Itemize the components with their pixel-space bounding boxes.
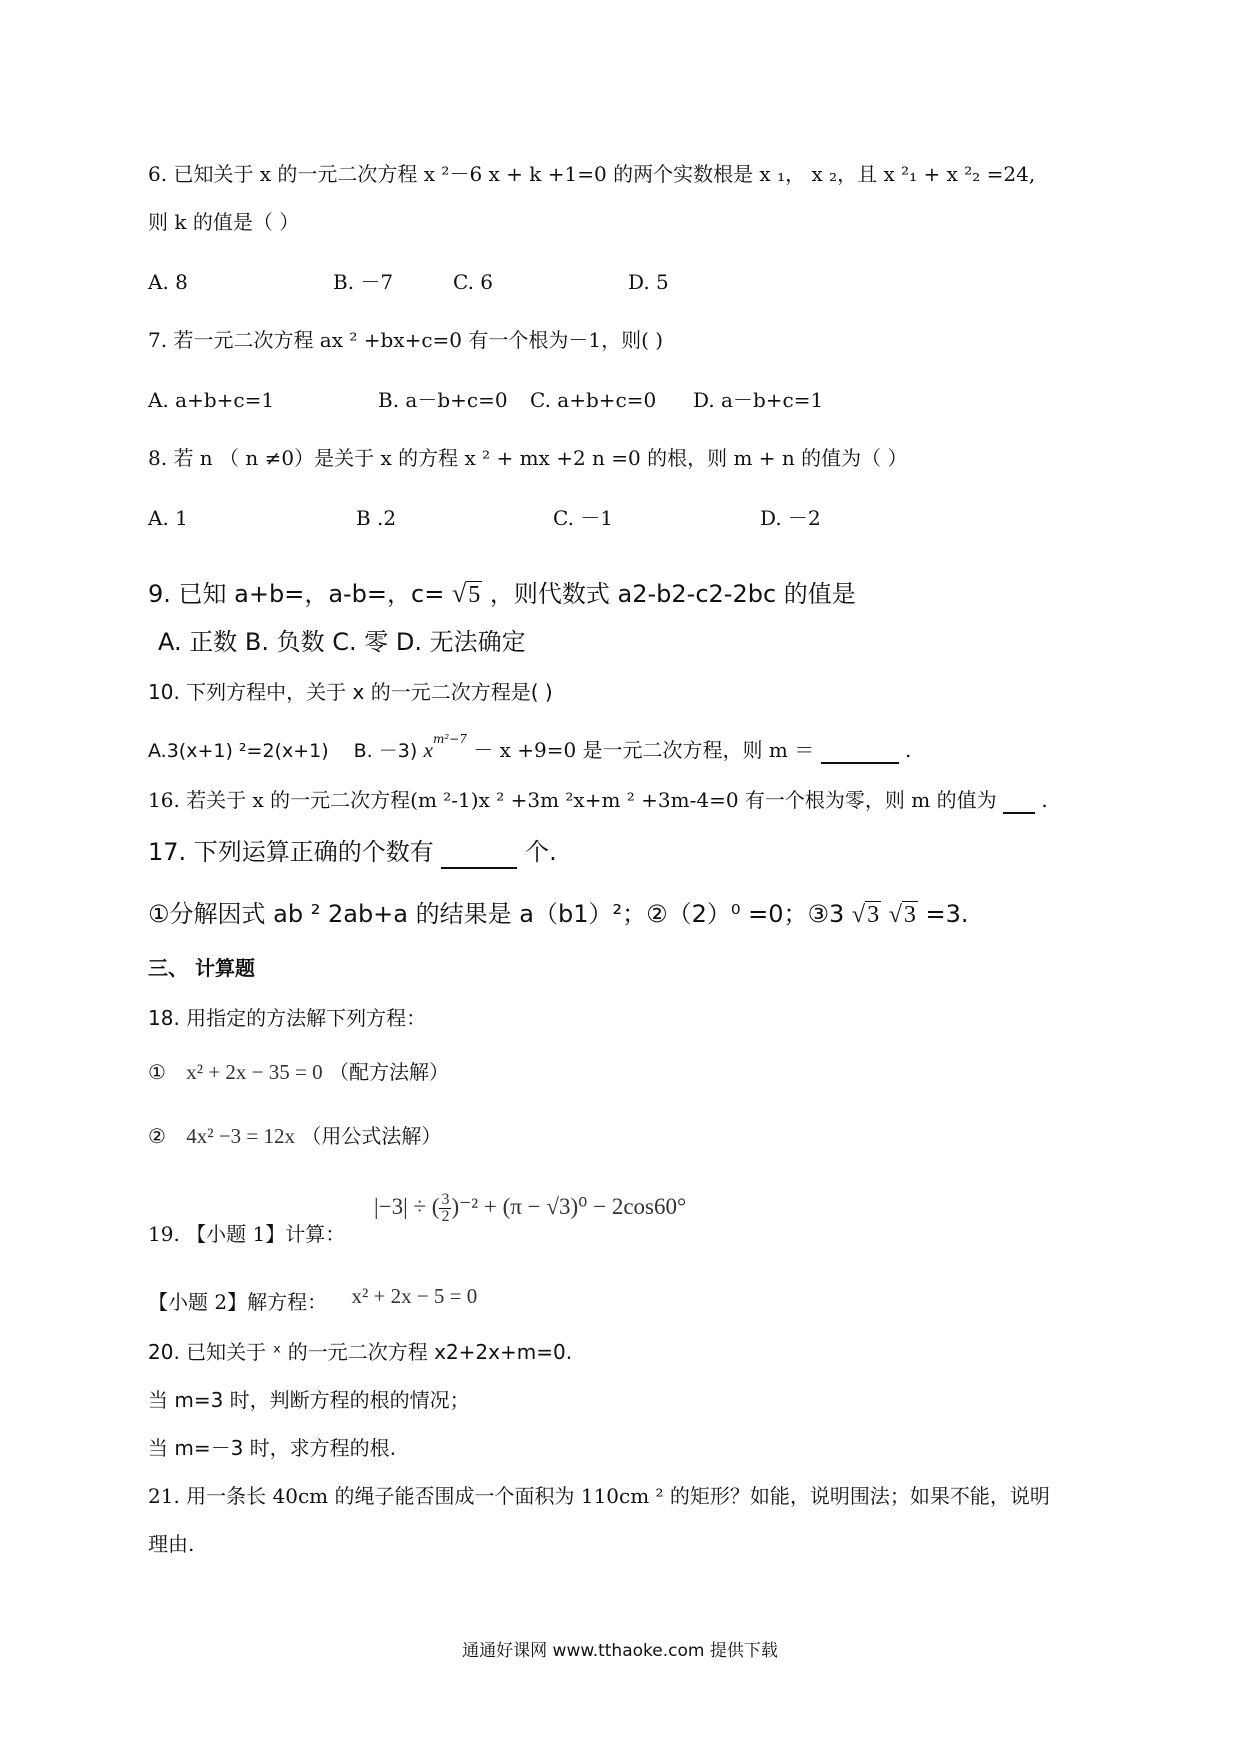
q7-option-d: D. a－b+c=1 bbox=[693, 388, 824, 412]
q9-stem-part-b: ，则代数式 a2-b2-c2-2bc 的值是 bbox=[489, 580, 856, 608]
q18-item-2 bbox=[148, 1124, 441, 1149]
q19-fraction-numerator: 3 bbox=[441, 1191, 450, 1208]
q16-line bbox=[148, 788, 1048, 814]
q19-expression-part-a: |−3| ÷ ( bbox=[374, 1193, 440, 1219]
sqrt-5: √5 bbox=[451, 579, 481, 608]
q19-sub2-equation: x² + 2x − 5 = 0 bbox=[351, 1284, 478, 1308]
q19-expression bbox=[374, 1192, 686, 1225]
q7-option-b: B. a－b+c=0 bbox=[378, 388, 508, 412]
q8-option-a: A. 1 bbox=[148, 506, 188, 530]
q10-line2-end: . bbox=[904, 738, 912, 762]
q10-line2-part-a: A.3(x+1) ²=2(x+1) B. －3) bbox=[148, 740, 418, 762]
sqrt-5-radicand: 5 bbox=[468, 582, 481, 608]
q7-option-a: A. a+b+c=1 bbox=[148, 388, 275, 412]
q18-item-2-note: （用公式法解） bbox=[301, 1124, 442, 1148]
q6-stem-line1: 6. 已知关于 x 的一元二次方程 x ²－6 x + k +1=0 的两个实数根是 x ₁， x ₂，且 x ²₁ + x ²₂ =24, bbox=[148, 162, 1036, 186]
q19-expression-part-b: )⁻² + (π − √3)⁰ − 2cos60° bbox=[451, 1193, 687, 1219]
q10-answer-blank bbox=[821, 738, 899, 764]
q17-end: 个. bbox=[525, 838, 557, 866]
q19-label: 19. 【小题 1】计算： bbox=[148, 1222, 346, 1246]
q19-sub2 bbox=[148, 1284, 478, 1315]
footer-download-notice: 通通好课网 www.tthaoke.com 提供下载 bbox=[462, 1641, 778, 1661]
q16-end: . bbox=[1041, 788, 1048, 812]
q19-fraction bbox=[439, 1192, 451, 1225]
q6-option-a: A. 8 bbox=[148, 270, 188, 294]
section-3-title: 三、 计算题 bbox=[148, 956, 255, 980]
q17-items-part-a: ①分解因式 ab ² 2ab+a 的结果是 a（b1）²；②（2）⁰ =0；③3 bbox=[148, 900, 845, 928]
q6-option-b: B. －7 bbox=[333, 270, 394, 294]
q20-stem: 20. 已知关于 ˣ 的一元二次方程 x2+2x+m=0. bbox=[148, 1340, 573, 1364]
q17-line bbox=[148, 838, 557, 869]
q8-option-c: C. －1 bbox=[553, 506, 614, 530]
q6-stem-line2: 则 k 的值是（ ） bbox=[148, 210, 300, 234]
q10-stem: 10. 下列方程中，关于 x 的一元二次方程是( ) bbox=[148, 680, 553, 704]
q19-fraction-denominator: 2 bbox=[441, 1208, 450, 1225]
sqrt-3-first-radicand: 3 bbox=[867, 902, 880, 928]
q16-stem: 16. 若关于 x 的一元二次方程(m ²-1)x ² +3m ²x+m ² +3m-4=0 有一个根为零，则 m 的值为 bbox=[148, 788, 997, 812]
q17-items-part-b: =3. bbox=[925, 900, 969, 928]
q17-answer-blank bbox=[441, 838, 517, 869]
sqrt-3-second-radicand: 3 bbox=[903, 902, 916, 928]
q18-item-1-num: ① bbox=[148, 1060, 166, 1084]
q18-item-2-num: ② bbox=[148, 1124, 166, 1148]
q18-item-1-equation: x² + 2x − 35 = 0 bbox=[186, 1060, 323, 1084]
q17-items bbox=[148, 900, 969, 930]
q19-sub2-label: 【小题 2】解方程： bbox=[148, 1290, 328, 1314]
q18-item-1-note: （配方法解） bbox=[328, 1060, 449, 1084]
q6-option-d: D. 5 bbox=[628, 270, 669, 294]
q7-option-c: C. a+b+c=0 bbox=[530, 388, 657, 412]
q21-line-2: 理由. bbox=[148, 1532, 195, 1556]
q10-line2-part-b: － x +9=0 是一元二次方程，则 m ＝ bbox=[473, 738, 815, 762]
q9-stem bbox=[148, 578, 856, 610]
q21-line-1: 21. 用一条长 40cm 的绳子能否围成一个面积为 110cm ² 的矩形？如能，说明围法；如果不能，说明 bbox=[148, 1484, 1050, 1508]
q10-exponent: m²−7 bbox=[432, 732, 467, 747]
q16-answer-blank bbox=[1003, 788, 1035, 814]
q17-stem: 17. 下列运算正确的个数有 bbox=[148, 838, 434, 866]
q8-option-d: D. －2 bbox=[760, 506, 821, 530]
q6-option-c: C. 6 bbox=[453, 270, 494, 294]
q18-stem: 18. 用指定的方法解下列方程： bbox=[148, 1006, 427, 1030]
q9-stem-part-a: 9. 已知 a+b=，a-b=，c= bbox=[148, 580, 445, 608]
q8-stem: 8. 若 n （ n ≠0）是关于 x 的方程 x ² + mx +2 n =0 的根，则 m + n 的值为（ ） bbox=[148, 446, 908, 470]
q20-line-2: 当 m=－3 时，求方程的根. bbox=[148, 1436, 397, 1460]
q10-line2: A.3(x+1) ²=2(x+1) B. －3) $x^{m^2-7} - x +9=0$ 是一元二次方程，则 m ＝ . bbox=[148, 732, 912, 762]
q18-item-1 bbox=[148, 1060, 449, 1085]
q20-line-1: 当 m=3 时，判断方程的根的情况； bbox=[148, 1388, 470, 1412]
q8-option-b: B .2 bbox=[356, 506, 397, 530]
q9-options: A. 正数 B. 负数 C. 零 D. 无法确定 bbox=[158, 628, 526, 656]
q18-item-2-equation: 4x² −3 = 12x bbox=[186, 1124, 296, 1148]
sqrt-3-first: √3 bbox=[851, 902, 880, 928]
q7-stem: 7. 若一元二次方程 ax ² +bx+c=0 有一个根为－1，则( ) bbox=[148, 328, 664, 352]
sqrt-3-second: √3 bbox=[888, 902, 916, 928]
